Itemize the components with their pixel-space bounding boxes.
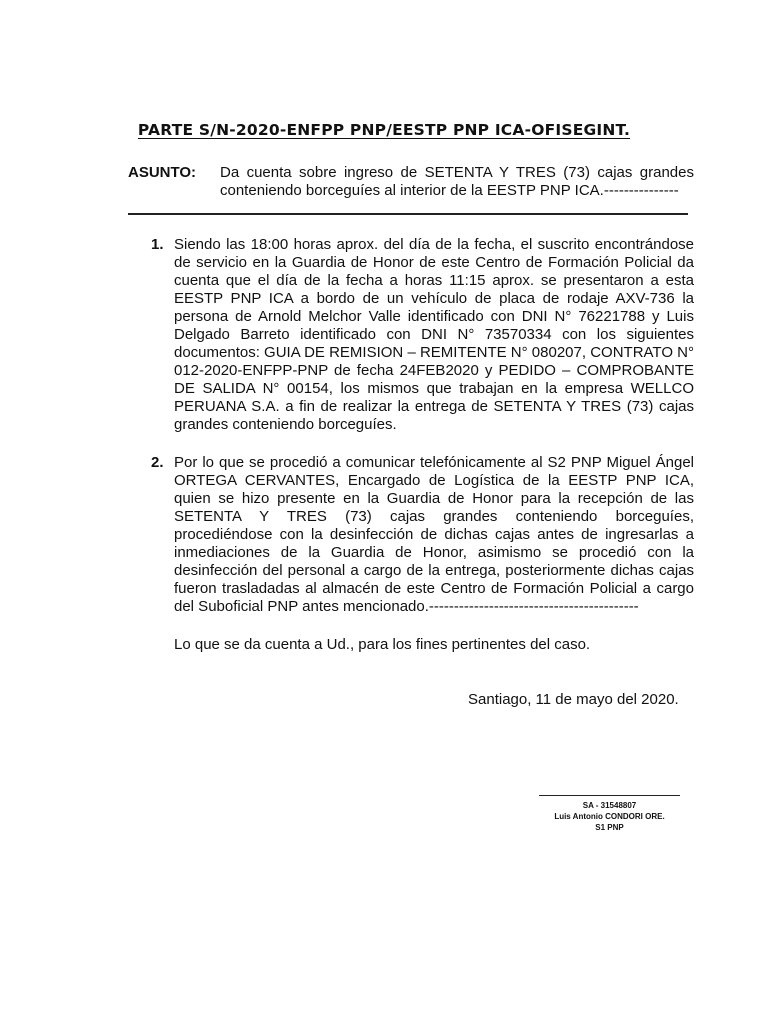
signature-name: Luis Antonio CONDORI ORE.	[554, 812, 665, 821]
item-paragraph: Siendo las 18:00 horas aprox. del día de la fecha, el suscrito encontrándose de servicio en la Guardia de Honor de este Centro de Formación Policial da cuenta que el día de la fecha a horas 11:15 aprox. se presentaron a esta EESTP PNP ICA a bordo de un vehículo de placa de rodaje AXV-736 la persona de Arnold Melchor Valle identificado con DNI N° 76221788 y Luis Delgado Barreto identificado con DNI N° 73570334 con los siguientes documentos: GUIA DE REMISION – REMITENTE N° 080207, CONTRATO N° 012-2020-ENFPP-PNP de fecha 24FEB2020 y PEDIDO – COMPROBANTE DE SALIDA N° 00154, los mismos que trabajan en la empresa WELLCO PERUANA S.A. a fin de realizar la entrega de SETENTA Y TRES (73) cajas grandes conteniendo borceguíes.	[174, 236, 694, 433]
place-date: Santiago, 11 de mayo del 2020.	[468, 691, 679, 708]
document-title-text: PARTE S/N-2020-ENFPP PNP/EESTP PNP ICA-OFISEGINT.	[137, 121, 631, 139]
asunto-label: ASUNTO:	[128, 164, 197, 181]
asunto-text: Da cuenta sobre ingreso de SETENTA Y TRES (73) cajas grandes conteniendo borceguíes al interior de la EESTP PNP ICA.---------------	[220, 164, 694, 199]
item-paragraph: Por lo que se procedió a comunicar telefónicamente al S2 PNP Miguel Ángel ORTEGA CERVANTES, Encargado de Logística de la EESTP PNP ICA, quien se hizo presente en la Guardia de Honor para la recepción de las SETENTA Y TRES (73) cajas grandes conteniendo borceguíes, procediéndose con la desinfección de dichas cajas antes de ingresarlas a inmediaciones de la Guardia de Honor, asimismo se procedió con la desinfección del personal a cargo de la entrega, posteriormente dichas cajas fueron trasladadas al almacén de este Centro de Formación Policial a cargo del Suboficial PNP antes mencionado.------------------------------------------	[174, 454, 694, 615]
document-title	[0, 121, 768, 139]
item-number: 2.	[151, 454, 164, 471]
signature-rank: S1 PNP	[595, 823, 624, 832]
item-number: 1.	[151, 236, 164, 253]
closing-sentence: Lo que se da cuenta a Ud., para los fines pertinentes del caso.	[174, 636, 591, 653]
separator-rule	[128, 213, 688, 215]
signature-line	[539, 795, 680, 796]
signature-id: SA - 31548807	[582, 801, 637, 810]
signature-block	[539, 800, 680, 833]
